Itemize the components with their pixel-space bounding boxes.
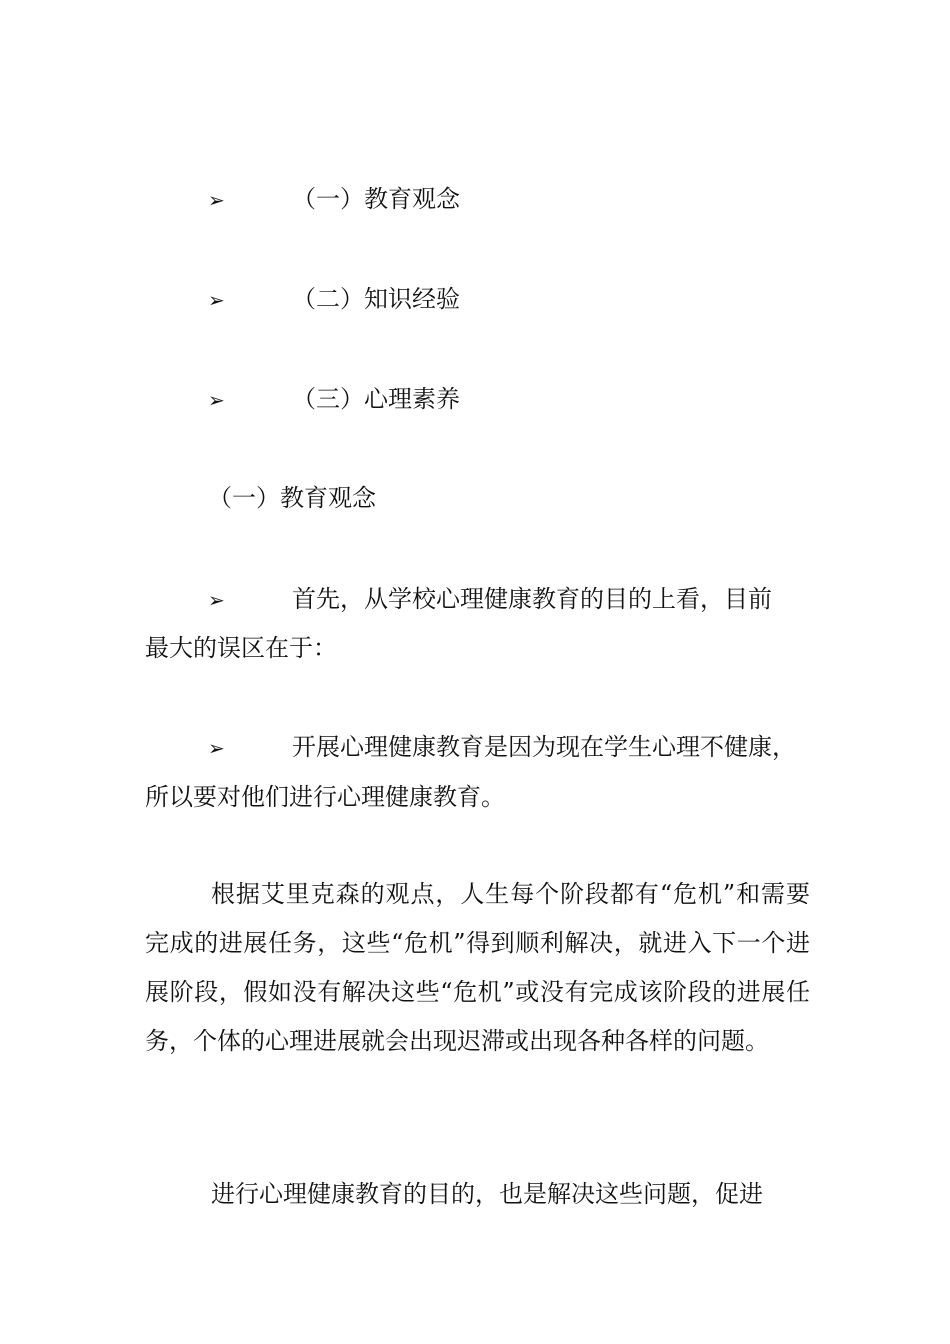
- bullet-arrow-icon: ➢: [208, 288, 225, 312]
- body-paragraph-2: 进行心理健康教育的目的，也是解决这些问题，促进: [211, 1180, 763, 1208]
- bullet-arrow-icon: ➢: [208, 736, 225, 760]
- bullet-arrow-icon: ➢: [208, 388, 225, 412]
- body-paragraph-1: 根据艾里克森的观点，人生每个阶段都有“危机”和需要完成的进展任务，这些“危机”得到顺利解决，就进入下一个进展阶段，假如没有解决这些“危机”或没有完成该阶段的进展任务，个体的心理进展就会出现迟滞或出现各种各样的问题。: [145, 880, 810, 1055]
- bullet-paragraph-2-line-1: 开展心理健康教育是因为现在学生心理不健康，: [292, 733, 796, 761]
- section-heading: （一）教育观念: [208, 484, 376, 512]
- bullet-arrow-icon: ➢: [208, 188, 225, 212]
- bullet-paragraph-1-line-1: 首先，从学校心理健康教育的目的上看，目前: [292, 585, 772, 613]
- toc-item-2: （二）知识经验: [292, 285, 460, 313]
- toc-item-1: （一）教育观念: [292, 185, 460, 213]
- toc-item-3: （三）心理素养: [292, 385, 460, 413]
- bullet-paragraph-1-line-2: 最大的误区在于：: [145, 634, 337, 662]
- bullet-arrow-icon: ➢: [208, 588, 225, 612]
- bullet-paragraph-2-line-2: 所以要对他们进行心理健康教育。: [145, 783, 505, 811]
